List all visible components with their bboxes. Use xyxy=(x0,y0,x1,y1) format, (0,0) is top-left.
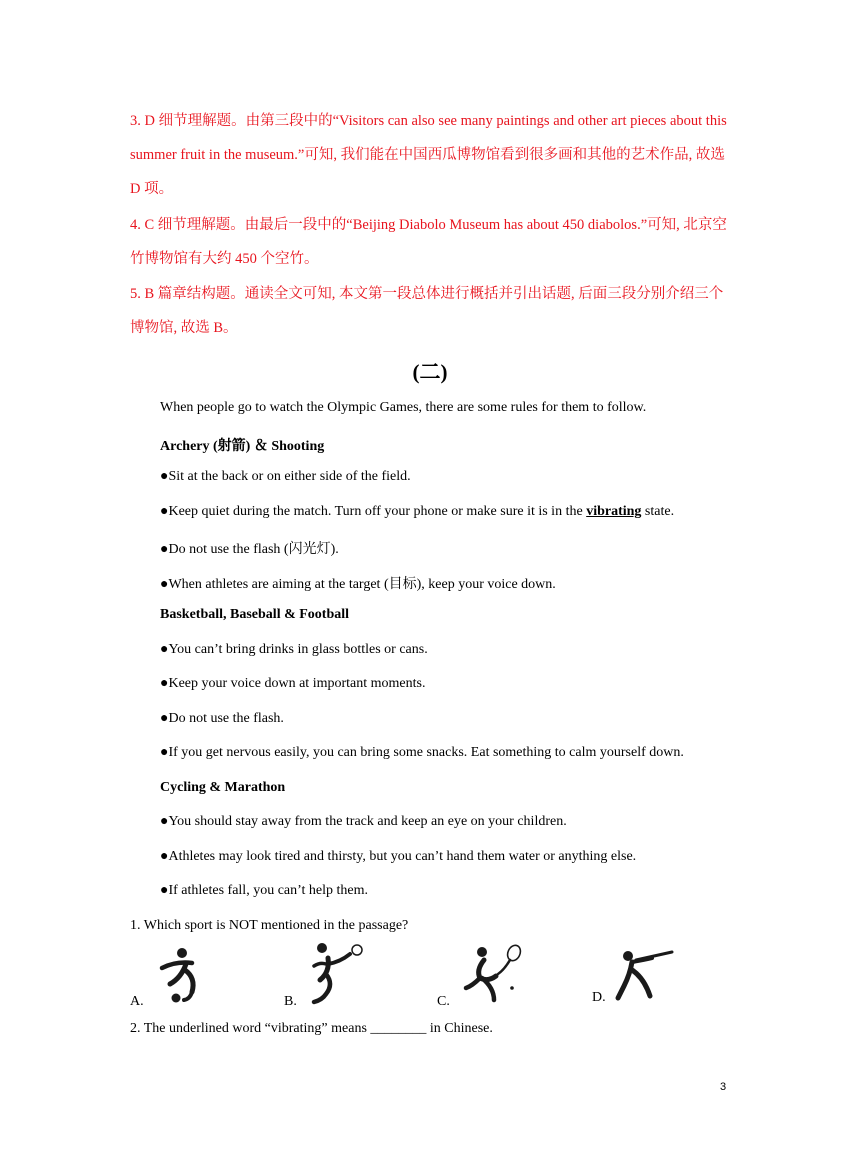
shooting-pictogram-icon xyxy=(614,946,676,1002)
archery-rule-4: ●When athletes are aiming at the target (目标), keep your voice down. xyxy=(160,577,556,592)
ball-heading: Basketball, Baseball & Football xyxy=(160,607,350,622)
answer-4: 4. C 细节理解题。由最后一段中的“Beijing Diabolo Museum has about 450 diabolos.”可知, 北京空竹博物馆有大约 450 个空竹。 xyxy=(130,217,727,267)
archery-rule-2 xyxy=(160,504,674,520)
option-d-label: D. xyxy=(592,990,606,1005)
football-pictogram-icon xyxy=(156,944,212,1006)
ball-rule-3: ●Do not use the flash. xyxy=(160,711,284,726)
cycling-rule-1: ●You should stay away from the track and keep an eye on your children. xyxy=(160,814,567,829)
answer-5: 5. B 篇章结构题。通读全文可知, 本文第一段总体进行概括并引出话题, 后面三段分别介绍三个博物馆, 故选 B。 xyxy=(130,286,724,336)
archery-rule-3: ●Do not use the flash (闪光灯). xyxy=(160,542,339,557)
cycling-rule-3: ●If athletes fall, you can’t help them. xyxy=(160,883,369,898)
question-1: 1. Which sport is NOT mentioned in the passage? xyxy=(130,918,409,933)
section-title: (二) xyxy=(412,360,448,384)
archery-rule-1: ●Sit at the back or on either side of the field. xyxy=(160,469,411,484)
ball-rule-4: ●If you get nervous easily, you can bring some snacks. Eat something to calm yourself down. xyxy=(160,745,684,760)
archery-heading: Archery (射箭) ＆ Shooting xyxy=(160,439,325,454)
ball-rule-2: ●Keep your voice down at important moments. xyxy=(160,676,426,691)
option-b-label: B. xyxy=(284,994,297,1009)
option-c-label: C. xyxy=(437,994,450,1009)
tennis-pictogram-icon xyxy=(460,944,524,1004)
answer-3: 3. D 细节理解题。由第三段中的“Visitors can also see many paintings and other art pieces about this summer fruit in the museum.”可知, 我们能在中国西瓜博物馆看到很多画和其他的艺术作品, 故选 D 项。 xyxy=(130,113,727,197)
basketball-pictogram-icon xyxy=(306,942,366,1008)
underlined-word: vibrating xyxy=(586,504,642,519)
cycling-rule-2: ●Athletes may look tired and thirsty, but you can’t hand them water or anything else. xyxy=(160,849,637,864)
rule-text: ●Keep quiet during the match. Turn off your phone or make sure it is in the xyxy=(160,504,587,519)
ball-rule-1: ●You can’t bring drinks in glass bottles or cans. xyxy=(160,642,428,657)
option-a-label: A. xyxy=(130,994,144,1009)
rule-text: state. xyxy=(641,504,675,519)
question-2: 2. The underlined word “vibrating” means ________ in Chinese. xyxy=(130,1021,493,1036)
intro-text: When people go to watch the Olympic Games, there are some rules for them to follow. xyxy=(160,400,647,415)
page-number: 3 xyxy=(720,1081,727,1093)
cycling-heading: Cycling & Marathon xyxy=(160,780,286,795)
